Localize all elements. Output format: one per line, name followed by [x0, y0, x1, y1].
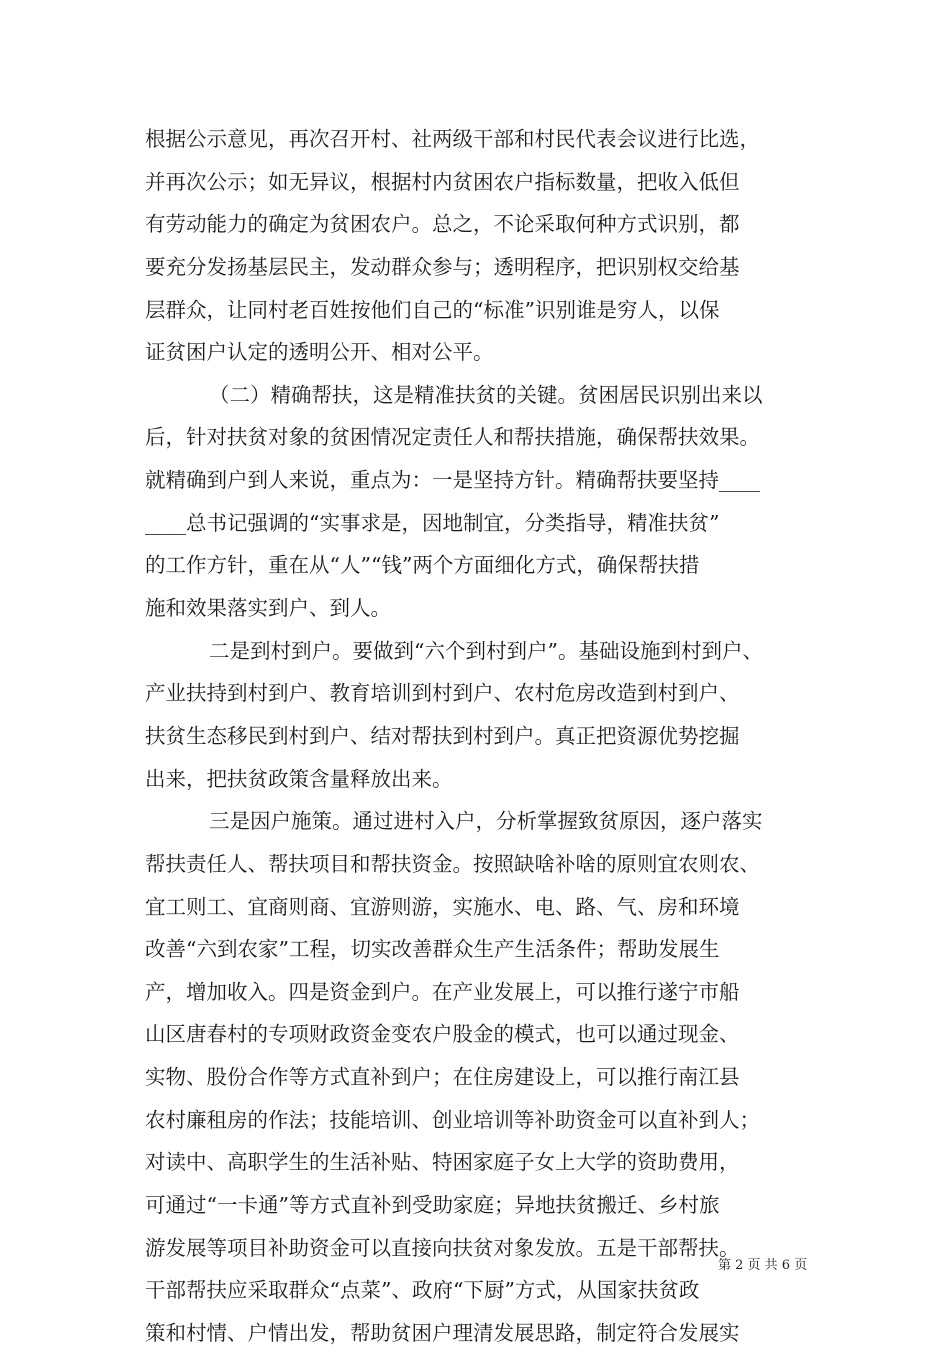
- text-line: 要充分发扬基层民主，发动群众参与；透明程序，把识别权交给基: [145, 254, 740, 279]
- text-line: 山区唐春村的专项财政资金变农户股金的模式，也可以通过现金、: [145, 1022, 740, 1047]
- page-number: 第 2 页 共 6 页: [718, 1258, 808, 1273]
- text-line: 施和效果落实到户、到人。: [145, 596, 391, 621]
- text-line: 的工作方针，重在从“人”“钱”两个方面细化方式，确保帮扶措: [145, 553, 700, 578]
- text-line: 证贫困户认定的透明公开、相对公平。: [145, 340, 494, 365]
- text-line: 对读中、高职学生的生活补贴、特困家庭子女上大学的资助费用，: [145, 1150, 740, 1175]
- text-line: ____总书记强调的“实事求是，因地制宜，分类指导，精准扶贫”: [145, 510, 720, 535]
- text-line: 宜工则工、宜商则商、宜游则游，实施水、电、路、气、房和环境: [145, 894, 740, 919]
- text-line: 可通过“一卡通”等方式直补到受助家庭；异地扶贫搬迁、乡村旅: [145, 1193, 720, 1218]
- text-line: 根据公示意见，再次召开村、社两级干部和村民代表会议进行比选，: [145, 127, 760, 151]
- text-line: 产业扶持到村到户、教育培训到村到户、农村危房改造到村到户、: [145, 681, 740, 706]
- text-line: 层群众，让同村老百姓按他们自己的“标准”识别谁是穷人，以保: [145, 297, 720, 322]
- text-line: 产，增加收入。四是资金到户。在产业发展上，可以推行遂宁市船: [145, 979, 740, 1004]
- text-line: 游发展等项目补助资金可以直接向扶贫对象发放。五是干部帮扶。: [145, 1235, 740, 1260]
- text-line: 策和村情、户情出发，帮助贫困户理清发展思路，制定符合发展实: [145, 1320, 740, 1345]
- text-line: 农村廉租房的作法；技能培训、创业培训等补助资金可以直补到人；: [145, 1107, 760, 1132]
- text-line: 实物、股份合作等方式直补到户；在住房建设上，可以推行南江县: [145, 1065, 740, 1090]
- text-line: 并再次公示；如无异议，根据村内贫困农户指标数量，把收入低但: [145, 169, 740, 194]
- paragraph-start-line: 二是到村到户。要做到“六个到村到户”。基础设施到村到户、: [209, 638, 763, 663]
- text-line: 出来，把扶贫政策含量释放出来。: [145, 766, 453, 791]
- text-line: 帮扶责任人、帮扶项目和帮扶资金。按照缺啥补啥的原则宜农则农、: [145, 851, 760, 876]
- paragraph-start-line: 三是因户施策。通过进村入户，分析掌握致贫原因，逐户落实: [209, 809, 763, 834]
- body-text: [145, 118, 825, 1355]
- text-line: 后，针对扶贫对象的贫困情况定责任人和帮扶措施，确保帮扶效果。: [145, 425, 760, 450]
- text-line: 就精确到户到人来说，重点为：一是坚持方针。精确帮扶要坚持____: [145, 468, 760, 493]
- text-line: 扶贫生态移民到村到户、结对帮扶到村到户。真正把资源优势挖掘: [145, 723, 740, 748]
- text-line: 有劳动能力的确定为贫困农户。总之，不论采取何种方式识别，都: [145, 212, 740, 237]
- text-line: 干部帮扶应采取群众“点菜”、政府“下厨”方式，从国家扶贫政: [145, 1278, 700, 1303]
- text-line: 改善“六到农家”工程，切实改善群众生产生活条件；帮助发展生: [145, 937, 720, 962]
- paragraph-start-line: （二）精确帮扶，这是精准扶贫的关键。贫困居民识别出来以: [209, 382, 763, 407]
